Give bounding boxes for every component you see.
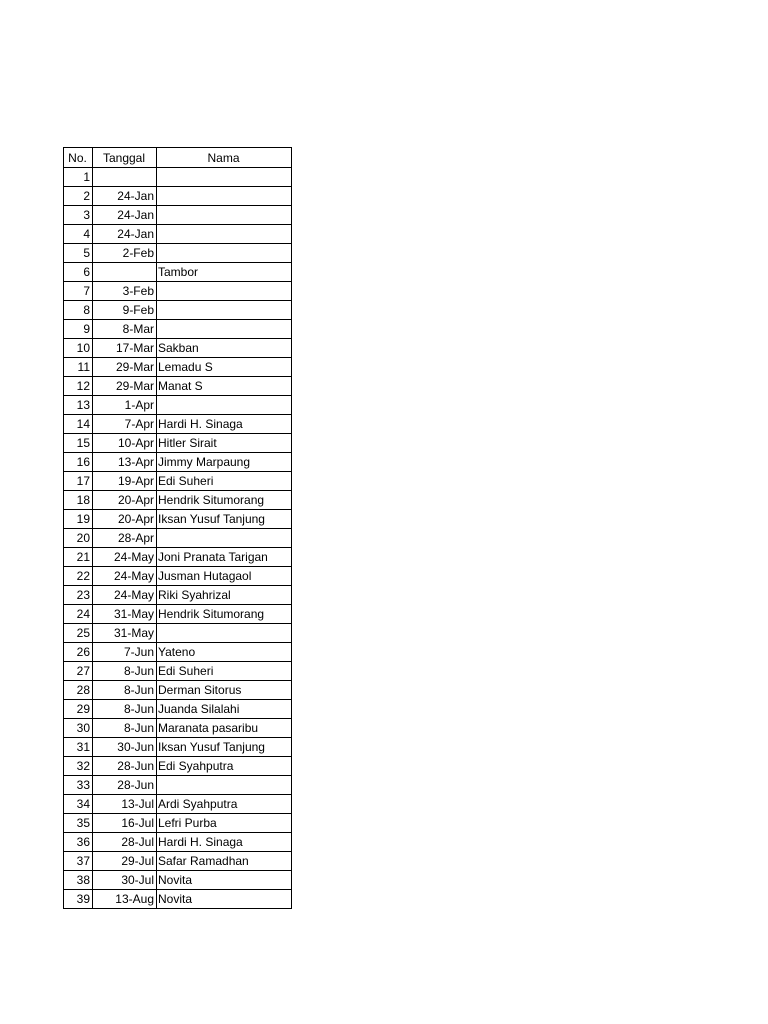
cell-tanggal: 29-Jul <box>93 852 157 871</box>
cell-tanggal: 2-Feb <box>93 244 157 263</box>
cell-tanggal: 31-May <box>93 605 157 624</box>
table-row <box>64 263 292 282</box>
table-row <box>64 643 292 662</box>
cell-nama: Jimmy Marpaung <box>157 453 292 472</box>
cell-tanggal: 8-Mar <box>93 320 157 339</box>
table-row <box>64 282 292 301</box>
cell-tanggal: 31-May <box>93 624 157 643</box>
cell-nama <box>157 776 292 795</box>
cell-tanggal: 17-Mar <box>93 339 157 358</box>
cell-no: 38 <box>64 871 93 890</box>
table-row <box>64 415 292 434</box>
table-row <box>64 510 292 529</box>
cell-no: 4 <box>64 225 93 244</box>
cell-no: 16 <box>64 453 93 472</box>
cell-nama: Edi Syahputra <box>157 757 292 776</box>
cell-nama: Hitler Sirait <box>157 434 292 453</box>
cell-no: 35 <box>64 814 93 833</box>
cell-no: 8 <box>64 301 93 320</box>
table-row <box>64 491 292 510</box>
cell-tanggal: 29-Mar <box>93 358 157 377</box>
cell-nama: Derman Sitorus <box>157 681 292 700</box>
cell-no: 13 <box>64 396 93 415</box>
table-row <box>64 434 292 453</box>
cell-no: 28 <box>64 681 93 700</box>
table-row <box>64 776 292 795</box>
table-row <box>64 225 292 244</box>
cell-nama <box>157 168 292 187</box>
cell-tanggal: 19-Apr <box>93 472 157 491</box>
cell-tanggal: 13-Aug <box>93 890 157 909</box>
cell-no: 15 <box>64 434 93 453</box>
cell-nama: Safar Ramadhan <box>157 852 292 871</box>
cell-no: 11 <box>64 358 93 377</box>
table-row <box>64 206 292 225</box>
table-row <box>64 377 292 396</box>
data-table <box>63 147 292 909</box>
cell-tanggal: 28-Jun <box>93 776 157 795</box>
cell-tanggal: 9-Feb <box>93 301 157 320</box>
table-row <box>64 339 292 358</box>
cell-tanggal: 13-Apr <box>93 453 157 472</box>
table-row <box>64 396 292 415</box>
cell-tanggal: 20-Apr <box>93 510 157 529</box>
cell-no: 27 <box>64 662 93 681</box>
cell-tanggal: 7-Jun <box>93 643 157 662</box>
cell-no: 19 <box>64 510 93 529</box>
cell-no: 1 <box>64 168 93 187</box>
cell-tanggal: 24-May <box>93 586 157 605</box>
cell-nama: Ardi Syahputra <box>157 795 292 814</box>
cell-no: 5 <box>64 244 93 263</box>
cell-no: 6 <box>64 263 93 282</box>
cell-tanggal: 1-Apr <box>93 396 157 415</box>
cell-no: 37 <box>64 852 93 871</box>
table-row <box>64 472 292 491</box>
table-row <box>64 700 292 719</box>
cell-tanggal: 10-Apr <box>93 434 157 453</box>
header-no: No. <box>64 148 93 168</box>
cell-no: 25 <box>64 624 93 643</box>
cell-nama: Hendrik Situmorang <box>157 605 292 624</box>
cell-nama: Yateno <box>157 643 292 662</box>
table-row <box>64 852 292 871</box>
cell-no: 33 <box>64 776 93 795</box>
table-body <box>64 168 292 909</box>
table-row <box>64 168 292 187</box>
cell-no: 23 <box>64 586 93 605</box>
cell-no: 39 <box>64 890 93 909</box>
header-tanggal: Tanggal <box>93 148 157 168</box>
cell-nama <box>157 225 292 244</box>
cell-nama: Manat S <box>157 377 292 396</box>
cell-nama <box>157 320 292 339</box>
table-row <box>64 586 292 605</box>
cell-nama: Tambor <box>157 263 292 282</box>
table-header <box>64 148 292 168</box>
table-row <box>64 358 292 377</box>
table-row <box>64 187 292 206</box>
table-row <box>64 301 292 320</box>
cell-tanggal: 30-Jun <box>93 738 157 757</box>
cell-no: 10 <box>64 339 93 358</box>
cell-nama <box>157 187 292 206</box>
table-row <box>64 662 292 681</box>
cell-nama <box>157 282 292 301</box>
cell-tanggal <box>93 263 157 282</box>
cell-no: 7 <box>64 282 93 301</box>
cell-nama: Juanda Silalahi <box>157 700 292 719</box>
cell-nama <box>157 244 292 263</box>
cell-tanggal: 20-Apr <box>93 491 157 510</box>
table-row <box>64 890 292 909</box>
table-row <box>64 244 292 263</box>
table-row <box>64 738 292 757</box>
cell-tanggal <box>93 168 157 187</box>
cell-nama: Novita <box>157 871 292 890</box>
cell-nama: Lefri Purba <box>157 814 292 833</box>
table-row <box>64 795 292 814</box>
cell-tanggal: 24-Jan <box>93 206 157 225</box>
cell-tanggal: 24-May <box>93 548 157 567</box>
table-row <box>64 567 292 586</box>
cell-no: 31 <box>64 738 93 757</box>
cell-nama: Iksan Yusuf Tanjung <box>157 510 292 529</box>
cell-tanggal: 29-Mar <box>93 377 157 396</box>
cell-no: 24 <box>64 605 93 624</box>
table-row <box>64 681 292 700</box>
cell-nama: Iksan Yusuf Tanjung <box>157 738 292 757</box>
table-row <box>64 833 292 852</box>
cell-no: 3 <box>64 206 93 225</box>
cell-no: 9 <box>64 320 93 339</box>
cell-no: 20 <box>64 529 93 548</box>
cell-nama: Edi Suheri <box>157 662 292 681</box>
cell-no: 18 <box>64 491 93 510</box>
cell-no: 36 <box>64 833 93 852</box>
header-nama: Nama <box>157 148 292 168</box>
table-row <box>64 605 292 624</box>
cell-nama <box>157 529 292 548</box>
cell-no: 2 <box>64 187 93 206</box>
header-row <box>64 148 292 168</box>
cell-tanggal: 30-Jul <box>93 871 157 890</box>
cell-no: 26 <box>64 643 93 662</box>
cell-nama: Novita <box>157 890 292 909</box>
cell-nama: Riki Syahrizal <box>157 586 292 605</box>
cell-no: 34 <box>64 795 93 814</box>
cell-tanggal: 8-Jun <box>93 700 157 719</box>
cell-nama: Joni Pranata Tarigan <box>157 548 292 567</box>
cell-tanggal: 8-Jun <box>93 681 157 700</box>
cell-no: 32 <box>64 757 93 776</box>
cell-tanggal: 3-Feb <box>93 282 157 301</box>
cell-nama: Sakban <box>157 339 292 358</box>
table-row <box>64 453 292 472</box>
table-row <box>64 624 292 643</box>
cell-tanggal: 28-Apr <box>93 529 157 548</box>
cell-nama: Maranata pasaribu <box>157 719 292 738</box>
cell-nama: Hendrik Situmorang <box>157 491 292 510</box>
cell-no: 22 <box>64 567 93 586</box>
table-row <box>64 871 292 890</box>
cell-no: 12 <box>64 377 93 396</box>
cell-tanggal: 13-Jul <box>93 795 157 814</box>
cell-nama: Hardi H. Sinaga <box>157 415 292 434</box>
cell-nama: Lemadu S <box>157 358 292 377</box>
cell-nama <box>157 206 292 225</box>
cell-tanggal: 8-Jun <box>93 719 157 738</box>
table-row <box>64 548 292 567</box>
cell-no: 14 <box>64 415 93 434</box>
table-row <box>64 529 292 548</box>
cell-tanggal: 24-May <box>93 567 157 586</box>
cell-nama: Hardi H. Sinaga <box>157 833 292 852</box>
cell-no: 30 <box>64 719 93 738</box>
cell-nama: Edi Suheri <box>157 472 292 491</box>
cell-tanggal: 24-Jan <box>93 187 157 206</box>
cell-nama <box>157 301 292 320</box>
table-row <box>64 814 292 833</box>
cell-tanggal: 28-Jul <box>93 833 157 852</box>
cell-tanggal: 8-Jun <box>93 662 157 681</box>
table-row <box>64 719 292 738</box>
cell-no: 29 <box>64 700 93 719</box>
cell-tanggal: 28-Jun <box>93 757 157 776</box>
cell-tanggal: 24-Jan <box>93 225 157 244</box>
cell-tanggal: 7-Apr <box>93 415 157 434</box>
cell-nama <box>157 396 292 415</box>
table-row <box>64 320 292 339</box>
cell-no: 21 <box>64 548 93 567</box>
table-row <box>64 757 292 776</box>
cell-nama: Jusman Hutagaol <box>157 567 292 586</box>
cell-no: 17 <box>64 472 93 491</box>
cell-nama <box>157 624 292 643</box>
cell-tanggal: 16-Jul <box>93 814 157 833</box>
